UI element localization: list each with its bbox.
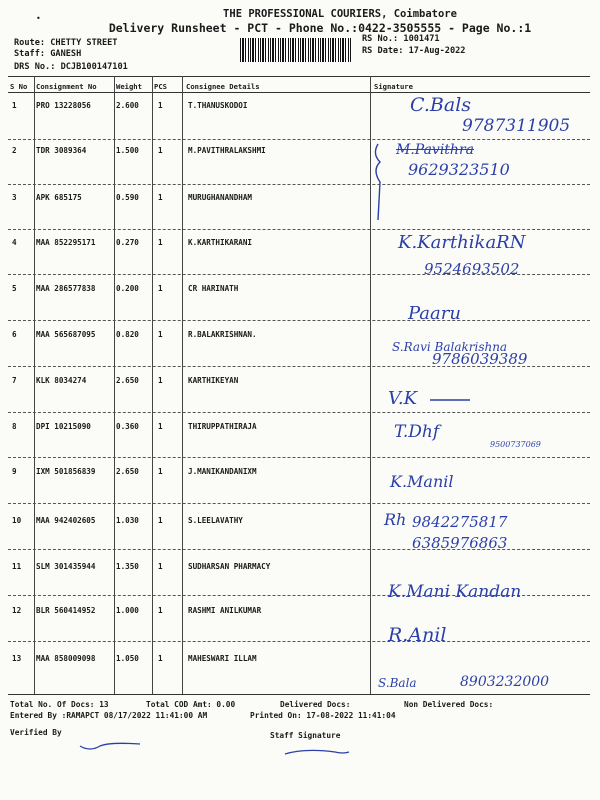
row-weight: 2.650 (116, 467, 139, 476)
non-delivered-docs: Non Delivered Docs: (404, 700, 494, 709)
row-pcs: 1 (158, 330, 163, 339)
row-weight: 1.050 (116, 654, 139, 663)
row-pcs: 1 (158, 376, 163, 385)
row-pcs: 1 (158, 193, 163, 202)
row-consignment: TDR 3089364 (36, 146, 87, 155)
signature-name: Paaru (408, 303, 461, 324)
row-sno: 4 (12, 238, 17, 247)
signature-name: V.K (388, 388, 418, 409)
row-consignee: R.BALAKRISHNAN. (188, 330, 257, 339)
row-separator (8, 184, 590, 185)
signature-phone: 9842275817 6385976863 (412, 513, 508, 552)
row-consignment: DPI 10215090 (36, 422, 91, 431)
col-divider-sno (34, 76, 35, 694)
header-consignment: Consignment No (36, 82, 97, 91)
verified-by: Verified By (10, 728, 62, 737)
signature-phone: 9629323510 (408, 160, 510, 179)
row-consignee: MURUGHANANDHAM (188, 193, 253, 202)
table-top-border (8, 76, 590, 77)
signature-phone: 9787311905 (462, 116, 571, 136)
row-pcs: 1 (158, 238, 163, 247)
row-separator (8, 457, 590, 458)
signature-name: K.Mani Kandan (388, 582, 522, 602)
row-consignment: IXM 501856839 (36, 467, 96, 476)
row-sno: 12 (12, 606, 22, 615)
row-consignment: BLR 560414952 (36, 606, 96, 615)
rs-number: RS No.: 1001471 (362, 34, 440, 44)
row-separator (8, 412, 590, 413)
row-separator (8, 139, 590, 140)
row-weight: 0.820 (116, 330, 139, 339)
row-separator (8, 641, 590, 642)
row-pcs: 1 (158, 101, 163, 110)
row-consignee: K.KARTHIKARANI (188, 238, 253, 247)
row-separator (8, 503, 590, 504)
delivered-docs: Delivered Docs: (280, 700, 351, 709)
header-signature: Signature (374, 82, 413, 91)
staff-label: Staff: GANESH (14, 49, 82, 59)
row-pcs: 1 (158, 284, 163, 293)
header-consignee: Consignee Details (186, 82, 260, 91)
row-weight: 2.600 (116, 101, 139, 110)
signature-name: Rh (384, 510, 407, 529)
row-pcs: 1 (158, 516, 163, 525)
signature-name: M.Pavithra (396, 142, 474, 158)
corner-mark: • (36, 14, 41, 23)
row-pcs: 1 (158, 654, 163, 663)
row-consignee: J.MANIKANDANIXM (188, 467, 257, 476)
entered-by: Entered By :RAMAPCT 08/17/2022 11:41:00 AM (10, 711, 208, 720)
row-consignment: MAA 942402605 (36, 516, 96, 525)
rs-date: RS Date: 17-Aug-2022 (362, 46, 466, 56)
route-label: Route: CHETTY STREET (14, 38, 118, 48)
row-sno: 11 (12, 562, 22, 571)
drs-number: DRS No.: DCJB100147101 (14, 62, 128, 72)
row-sno: 5 (12, 284, 17, 293)
signature-name: C.Bals (410, 94, 472, 116)
col-divider-pcs (182, 76, 183, 694)
barcode (240, 38, 352, 62)
row-weight: 1.000 (116, 606, 139, 615)
row-pcs: 1 (158, 422, 163, 431)
row-consignment: PRO 13228056 (36, 101, 91, 110)
row-consignee: SUDHARSAN PHARMACY (188, 562, 271, 571)
row-weight: 1.500 (116, 146, 139, 155)
row-consignment: MAA 858009098 (36, 654, 96, 663)
row-pcs: 1 (158, 562, 163, 571)
header-weight: Weight (116, 82, 142, 91)
row-weight: 1.030 (116, 516, 139, 525)
col-divider-weight (152, 76, 153, 694)
col-divider-consignee (370, 76, 371, 694)
signature-name: T.Dhf (394, 422, 440, 442)
row-consignment: MAA 286577838 (36, 284, 96, 293)
row-pcs: 1 (158, 467, 163, 476)
row-separator (8, 229, 590, 230)
row-weight: 0.360 (116, 422, 139, 431)
total-cod: Total COD Amt: 0.00 (146, 700, 236, 709)
row-sno: 6 (12, 330, 17, 339)
col-divider-consignment (114, 76, 115, 694)
staff-signature: Staff Signature (270, 731, 341, 740)
row-consignee: M.PAVITHRALAKSHMI (188, 146, 266, 155)
signature-name: K.KarthikaRN (398, 232, 526, 253)
row-sno: 10 (12, 516, 22, 525)
row-sno: 3 (12, 193, 17, 202)
total-docs: Total No. Of Docs: 13 (10, 700, 109, 709)
header-bottom-border (8, 92, 590, 93)
signature-phone: 9500737069 (490, 440, 541, 449)
row-consignment: APK 685175 (36, 193, 82, 202)
row-sno: 2 (12, 146, 17, 155)
signature-phone: 9524693502 (424, 260, 520, 278)
row-consignee: S.LEELAVATHY (188, 516, 243, 525)
runsheet-title: Delivery Runsheet - PCT - Phone No.:0422-3505555 - Page No.:1 (108, 21, 532, 35)
signature-name: R.Anil (388, 624, 447, 646)
row-consignee: KARTHIKEYAN (188, 376, 239, 385)
row-sno: 7 (12, 376, 17, 385)
row-sno: 13 (12, 654, 22, 663)
row-consignment: SLM 301435944 (36, 562, 96, 571)
header-pcs: PCS (154, 82, 167, 91)
row-weight: 0.590 (116, 193, 139, 202)
row-consignee: T.THANUSKODOI (188, 101, 248, 110)
header-sno: S No (10, 82, 28, 91)
row-weight: 2.650 (116, 376, 139, 385)
row-consignment: KLK 8034274 (36, 376, 87, 385)
row-sno: 9 (12, 467, 17, 476)
row-sno: 1 (12, 101, 17, 110)
row-weight: 0.200 (116, 284, 139, 293)
row-sno: 8 (12, 422, 17, 431)
printed-on: Printed On: 17-08-2022 11:41:04 (250, 711, 396, 720)
signature-name: S.Bala (378, 676, 417, 690)
table-bottom-border (8, 694, 590, 695)
signature-name: S.Ravi Balakrishna (392, 340, 508, 354)
row-weight: 0.270 (116, 238, 139, 247)
row-consignee: MAHESWARI ILLAM (188, 654, 257, 663)
signature-phone: 8903232000 (460, 674, 550, 690)
row-consignment: MAA 852295171 (36, 238, 96, 247)
signature-name: K.Manil (390, 472, 454, 491)
company-title: THE PROFESSIONAL COURIERS, Coimbatore (223, 8, 457, 20)
row-consignee: THIRUPPATHIRAJA (188, 422, 257, 431)
row-pcs: 1 (158, 146, 163, 155)
row-consignment: MAA 565687095 (36, 330, 96, 339)
row-pcs: 1 (158, 606, 163, 615)
row-separator (8, 320, 590, 321)
row-consignee: RASHMI ANILKUMAR (188, 606, 262, 615)
signature-phone: 9786039389 (432, 350, 528, 368)
row-weight: 1.350 (116, 562, 139, 571)
row-consignee: CR HARINATH (188, 284, 239, 293)
